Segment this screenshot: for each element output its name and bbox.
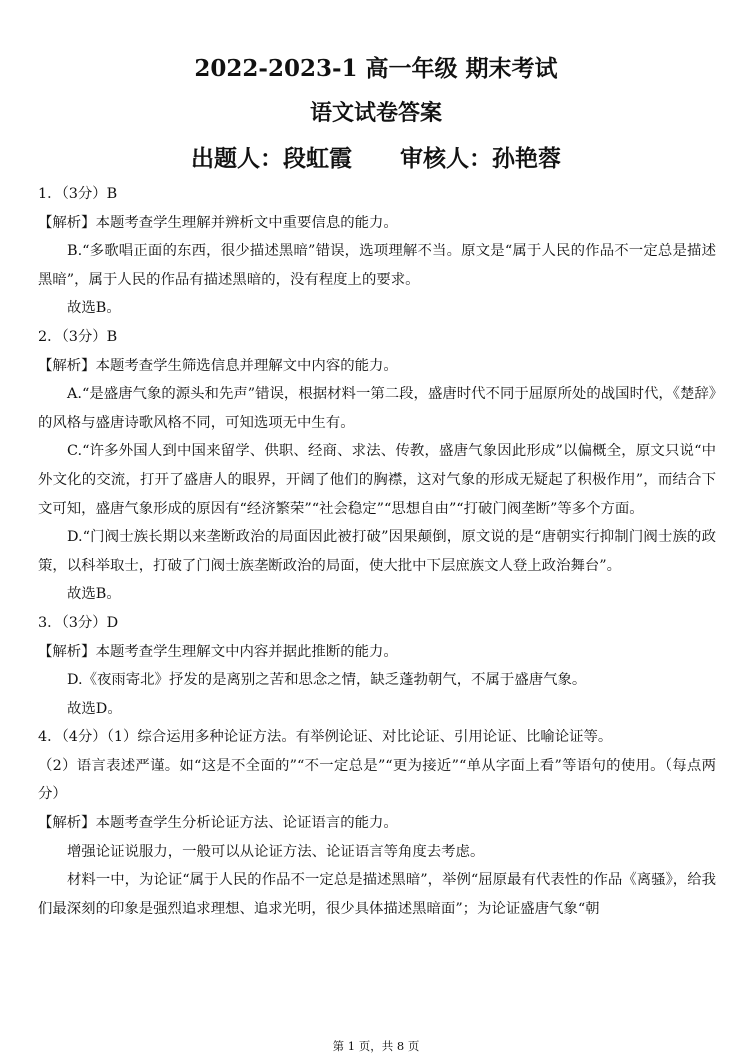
analysis-1: 【解析】本题考查学生理解并辨析文中重要信息的能力。 bbox=[38, 214, 398, 231]
analysis-4: 【解析】本题考查学生分析论证方法、论证语言的能力。 bbox=[38, 815, 398, 832]
page-footer: 第 1 页，共 8 页 bbox=[332, 1039, 420, 1053]
analysis-3: 【解析】本题考查学生理解文中内容并据此推断的能力。 bbox=[38, 643, 398, 660]
analysis-4-detail: 材料一中，为论证“属于人民的作品不一定总是描述黑暗”，举例“屈原最有代表性的作品《离骚》，给我们最深刻的印象是强烈追求理想、追求光明，很少具体描述黑暗面”；为论证盛唐气象“朝 bbox=[38, 872, 716, 917]
exam-subtitle: 语文试卷答案 bbox=[309, 100, 442, 126]
option-b-explanation: B.“多歌唱正面的东西，很少描述黑暗”错误，选项理解不当。原文是“属于人民的作品不一定总是描述黑暗”，属于人民的作品有描述黑暗的，没有程度上的要求。 bbox=[38, 243, 716, 288]
option-d-explanation: D.“门阀士族长期以来垄断政治的局面因此被打破”因果颠倒，原文说的是“唐朝实行抑制门阀士族的政策，以科举取士，打破了门阀士族垄断政治的局面，使大批中下层庶族文人登上政治舞台”。 bbox=[38, 529, 716, 574]
option-c-explanation: C.“许多外国人到中国来留学、供职、经商、求法、传教，盛唐气象因此形成”以偏概全，原文只说“中外文化的交流，打开了盛唐人的眼界，开阔了他们的胸襟，这对气象的形成无疑起了积极作用”，而结合下文可知，盛唐气象形成的原因有“经济繁荣”“社会稳定”“思想自由”“打破门阀垄断”等多个方面。 bbox=[38, 443, 716, 517]
analysis-4-approach: 增强论证说服力，一般可以从论证方法、论证语言等角度去考虑。 bbox=[67, 843, 485, 860]
conclusion-1: 故选B。 bbox=[67, 300, 121, 317]
conclusion-3: 故选D。 bbox=[67, 700, 122, 717]
answer-body bbox=[38, 180, 716, 923]
exam-title: 2022-2023-1 高一年级 期末考试 bbox=[194, 55, 558, 82]
answer-heading-2: 2．（3分）B bbox=[38, 328, 118, 345]
conclusion-2: 故选B。 bbox=[67, 586, 121, 603]
answer-heading-4: 4．（4分）（1）综合运用多种论证方法。有举例论证、对比论证、引用论证、比喻论证等。 bbox=[38, 729, 613, 746]
answer-heading-3: 3．（3分）D bbox=[38, 614, 119, 631]
analysis-2: 【解析】本题考查学生筛选信息并理解文中内容的能力。 bbox=[38, 357, 398, 374]
author-line: 出题人：段虹霞 审核人：孙艳蓉 bbox=[190, 145, 562, 172]
answer-heading-1: 1．（3分）B bbox=[38, 186, 118, 202]
option-a-explanation: A.“是盛唐气象的源头和先声”错误，根据材料一第二段，盛唐时代不同于屈原所处的战国时代，《楚辞》的风格与盛唐诗歌风格不同，可知选项无中生有。 bbox=[38, 386, 716, 431]
option-d-explanation-3: D.《夜雨寄北》抒发的是离别之苦和思念之情，缺乏蓬勃朝气，不属于盛唐气象。 bbox=[67, 672, 587, 689]
answer-4-point-2: （2）语言表述严谨。如“这是不全面的”“不一定总是”“更为接近”“单从字面上看”等语句的使用。（每点两分） bbox=[38, 757, 716, 803]
